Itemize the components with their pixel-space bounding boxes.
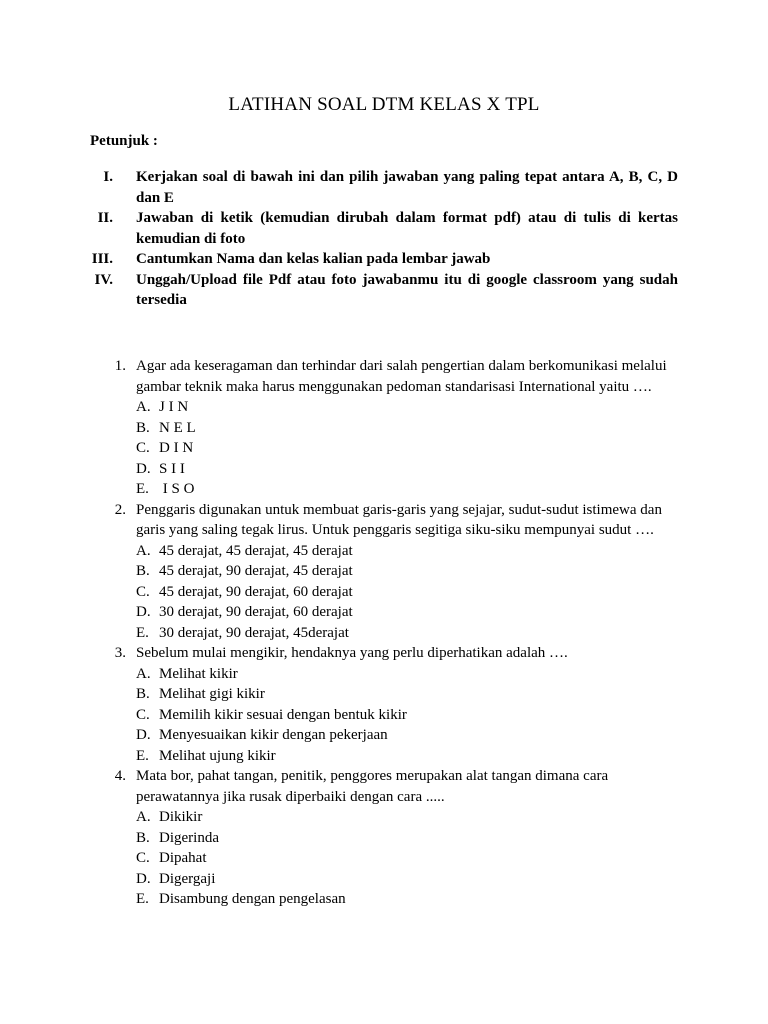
question-text: Agar ada keseragaman dan terhindar dari salah pengertian dalam berkomunikasi melalui gambar teknik maka harus menggunakan pedoman standarisasi International yaitu …. xyxy=(136,358,667,395)
option-letter: A. xyxy=(136,399,151,415)
answer-option xyxy=(136,479,680,500)
document-title: LATIHAN SOAL DTM KELAS X TPL xyxy=(228,94,540,115)
instruction-number: III. xyxy=(91,251,113,267)
answer-option xyxy=(136,889,680,910)
question-number: 2. xyxy=(114,501,126,518)
option-text: 30 derajat, 90 derajat, 60 derajat xyxy=(159,604,353,620)
option-text: 45 derajat, 45 derajat, 45 derajat xyxy=(159,542,353,559)
instruction-item xyxy=(90,167,678,208)
option-letter: E. xyxy=(136,747,149,764)
instructions-label: Petunjuk : xyxy=(90,133,158,149)
option-letter: D. xyxy=(136,460,151,477)
option-text: Melihat kikir xyxy=(159,665,238,682)
option-letter: A. xyxy=(136,809,151,825)
answer-option xyxy=(136,623,680,644)
option-letter: B. xyxy=(136,563,150,579)
answer-options xyxy=(136,541,680,644)
question-text: Sebelum mulai mengikir, hendaknya yang perlu diperhatikan adalah …. xyxy=(136,645,568,661)
question-text: Mata bor, pahat tangan, penitik, penggores merupakan alat tangan dimana cara perawatannya jika rusak diperbaiki dengan cara ..... xyxy=(136,768,609,805)
option-text: 30 derajat, 90 derajat, 45derajat xyxy=(159,624,349,641)
option-letter: A. xyxy=(136,542,151,559)
option-letter: D. xyxy=(136,727,151,743)
question-item xyxy=(110,643,680,766)
answer-option xyxy=(136,397,680,418)
option-text: D I N xyxy=(159,440,194,456)
instruction-text: Unggah/Upload file Pdf atau foto jawabanmu itu di google classroom yang sudah tersedia xyxy=(136,271,678,308)
option-letter: B. xyxy=(136,829,150,846)
option-text: Digerinda xyxy=(159,829,219,846)
option-text: 45 derajat, 90 derajat, 60 derajat xyxy=(159,583,353,600)
answer-options xyxy=(136,807,680,910)
option-text: Digergaji xyxy=(159,870,216,887)
instruction-number: II. xyxy=(97,210,113,226)
option-text: Memilih kikir sesuai dengan bentuk kikir xyxy=(159,706,407,723)
answer-option xyxy=(136,438,680,459)
answer-options xyxy=(136,664,680,767)
answer-option xyxy=(136,541,680,562)
answer-option xyxy=(136,602,680,623)
instruction-text: Cantumkan Nama dan kelas kalian pada lembar jawab xyxy=(136,251,491,267)
option-text: Menyesuaikan kikir dengan pekerjaan xyxy=(159,727,388,743)
questions-list xyxy=(110,356,680,910)
instruction-text: Jawaban di ketik (kemudian dirubah dalam format pdf) atau di tulis di kertas kemudian di foto xyxy=(136,210,678,247)
instruction-number: IV. xyxy=(94,271,113,288)
option-letter: C. xyxy=(136,583,150,600)
answer-option xyxy=(136,807,680,828)
instruction-number: I. xyxy=(103,169,113,185)
option-text: J I N xyxy=(159,399,189,415)
option-letter: C. xyxy=(136,440,150,456)
answer-option xyxy=(136,684,680,705)
answer-option xyxy=(136,418,680,439)
option-text: I S O xyxy=(159,481,195,497)
option-letter: A. xyxy=(136,665,151,682)
option-letter: D. xyxy=(136,604,151,620)
question-item xyxy=(110,766,680,910)
instruction-item xyxy=(90,270,678,311)
option-letter: B. xyxy=(136,686,150,702)
instruction-text: Kerjakan soal di bawah ini dan pilih jawaban yang paling tepat antara A, B, C, D dan E xyxy=(136,169,678,206)
option-letter: B. xyxy=(136,419,150,436)
answer-option xyxy=(136,869,680,890)
option-letter: E. xyxy=(136,624,149,641)
answer-option xyxy=(136,746,680,767)
instruction-item xyxy=(90,208,678,249)
option-letter: C. xyxy=(136,850,150,866)
answer-option xyxy=(136,705,680,726)
option-text: 45 derajat, 90 derajat, 45 derajat xyxy=(159,563,353,579)
option-letter: D. xyxy=(136,870,151,887)
question-text: Penggaris digunakan untuk membuat garis-garis yang sejajar, sudut-sudut istimewa dan garis yang saling tegak lirus. Untuk penggaris segitiga siku-siku mempunyai sudut …. xyxy=(136,501,662,538)
answer-options xyxy=(136,397,680,500)
question-item xyxy=(110,500,680,644)
instructions-list xyxy=(90,167,678,311)
question-number: 1. xyxy=(114,358,126,374)
option-text: Disambung dengan pengelasan xyxy=(159,891,346,907)
answer-option xyxy=(136,828,680,849)
instruction-item xyxy=(90,249,678,270)
option-text: N E L xyxy=(159,419,196,436)
option-text: Dikikir xyxy=(159,809,203,825)
answer-option xyxy=(136,848,680,869)
answer-option xyxy=(136,725,680,746)
answer-option xyxy=(136,459,680,480)
answer-option xyxy=(136,664,680,685)
answer-option xyxy=(136,582,680,603)
option-letter: E. xyxy=(136,891,149,907)
option-text: Dipahat xyxy=(159,850,207,866)
question-number: 3. xyxy=(114,645,126,661)
question-item xyxy=(110,356,680,500)
answer-option xyxy=(136,561,680,582)
option-text: Melihat gigi kikir xyxy=(159,686,265,702)
option-text: S I I xyxy=(159,460,185,477)
option-letter: C. xyxy=(136,706,150,723)
option-text: Melihat ujung kikir xyxy=(159,747,276,764)
question-number: 4. xyxy=(114,768,126,784)
option-letter: E. xyxy=(136,481,149,497)
